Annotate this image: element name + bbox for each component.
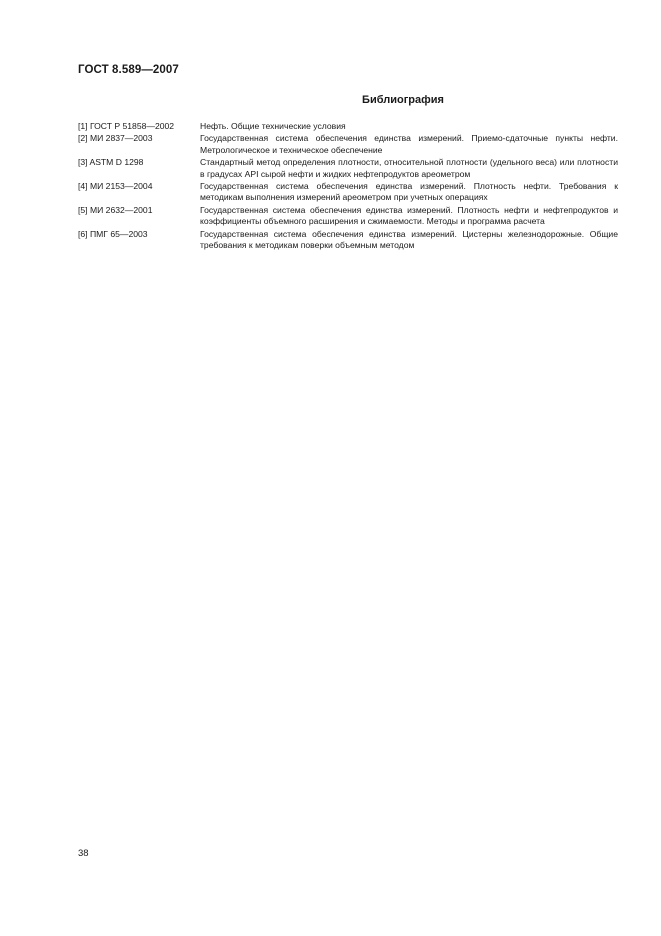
document-code-header: ГОСТ 8.589—2007 bbox=[78, 64, 179, 76]
bibliography-reference: [5] МИ 2632—2001 bbox=[78, 204, 153, 215]
bibliography-list bbox=[78, 121, 618, 252]
bibliography-reference: [3] ASTM D 1298 bbox=[78, 157, 144, 168]
bibliography-description: Государственная система обеспечения единства измерений. Цистерны железнодорожные. Общие требования к методикам поверки объемным методом bbox=[200, 228, 618, 251]
bibliography-reference: [6] ПМГ 65—2003 bbox=[78, 228, 148, 239]
bibliography-reference: [2] МИ 2837—2003 bbox=[78, 133, 153, 144]
page-number: 38 bbox=[78, 848, 89, 859]
bibliography-entry bbox=[78, 181, 618, 204]
bibliography-reference: [1] ГОСТ Р 51858—2002 bbox=[78, 121, 175, 131]
bibliography-entry bbox=[78, 157, 618, 180]
bibliography-description: Государственная система обеспечения единства измерений. Плотность нефти. Требования к методикам выполнения измерений ареометром при учетных операциях bbox=[200, 181, 618, 203]
bibliography-entry bbox=[78, 133, 618, 156]
bibliography-entry bbox=[78, 229, 618, 252]
bibliography-description: Государственная система обеспечения единства измерений. Плотность нефти и нефтепродуктов и коэффициенты объемного расширения и сжимаемости. Методы и программа расчета bbox=[200, 204, 618, 227]
bibliography-entry bbox=[78, 205, 618, 228]
bibliography-reference: [4] МИ 2153—2004 bbox=[78, 181, 153, 192]
bibliography-entry bbox=[78, 121, 618, 132]
section-title: Библиография bbox=[362, 94, 444, 106]
bibliography-description: Стандартный метод определения плотности, относительной плотности (удельного веса) или плотности в градусах API сырой нефти и жидких нефтепродуктов ареометром bbox=[200, 157, 618, 179]
bibliography-description: Нефть. Общие технические условия bbox=[200, 121, 346, 131]
bibliography-description: Государственная система обеспечения единства измерений. Приемо-сдаточные пункты нефти. Метрологическое и техническое обеспечение bbox=[200, 133, 618, 155]
